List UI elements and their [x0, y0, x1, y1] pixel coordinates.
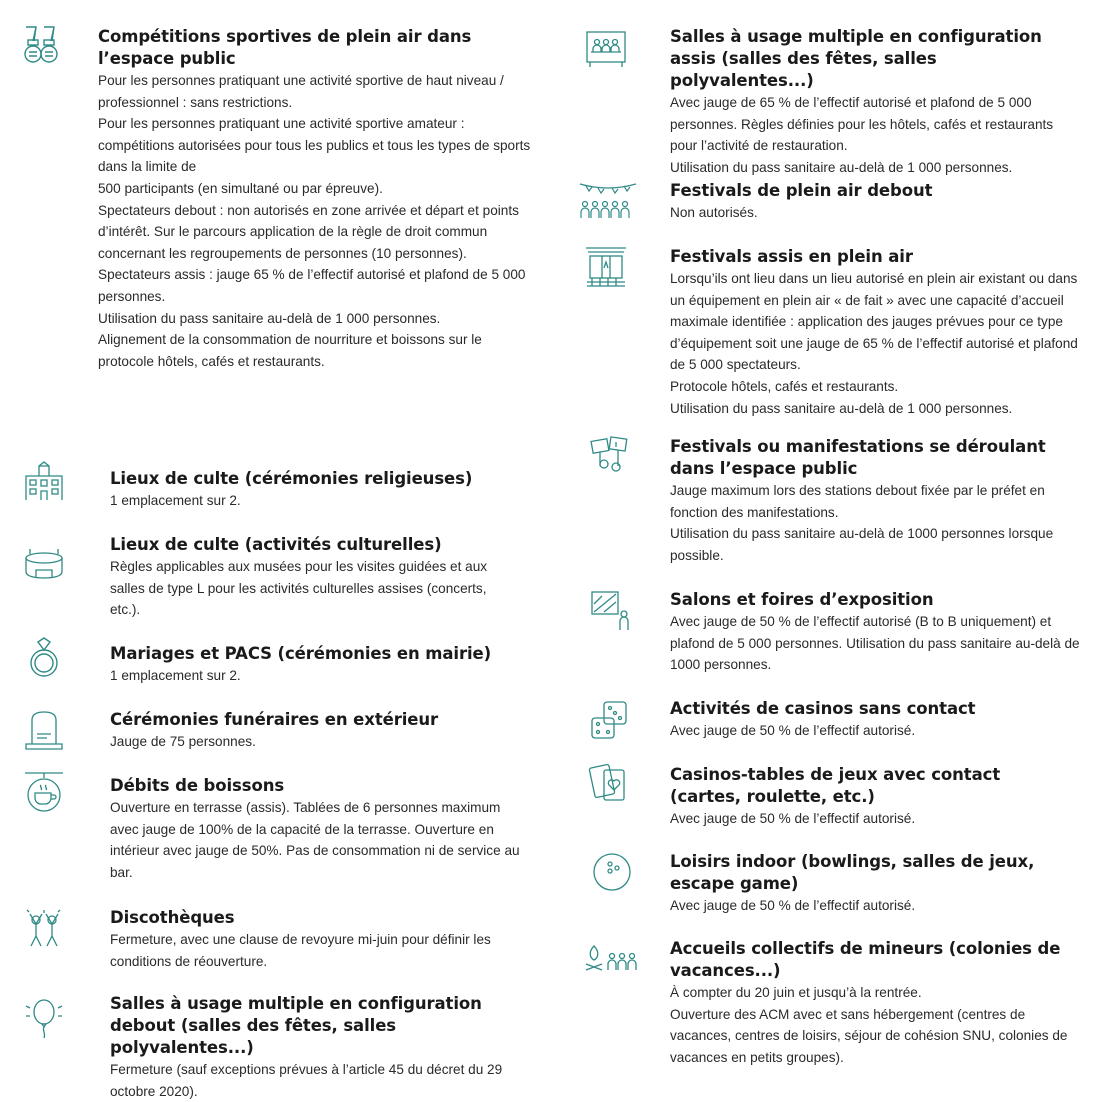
block-mariages	[110, 643, 550, 687]
section-title: Mariages et PACS (cérémonies en mairie)	[110, 644, 492, 663]
section-title: Compétitions sportives de plein air dans l’espace public	[98, 27, 472, 68]
dancers-icon	[22, 906, 66, 950]
paragraph: Alignement de la consommation de nourriture et boissons sur le protocole hôtels, cafés et restaurants.	[98, 332, 482, 369]
paragraph: Lorsqu’ils ont lieu dans un lieu autorisé en plein air existant ou dans un équipement en plein air « de fait » avec une capacité d’accueil maximale identifiée : application des jauges prévues pour ce type d’équipement soit une jauge de 65 % de l’effectif autorisé et plafond de 5 000 spectateurs.	[670, 271, 1078, 373]
coffee-sign-icon	[22, 770, 66, 814]
paragraph: Avec jauge de 50 % de l’effectif autorisé.	[670, 898, 916, 913]
paragraph: Utilisation du pass sanitaire au-delà de 1 000 personnes.	[98, 310, 441, 326]
medals-icon	[22, 24, 66, 68]
campfire-kids-icon	[582, 940, 642, 984]
paragraph: Règles applicables aux musées pour les visites guidées et aux salles de type L pour les activités culturelles assises (concerts, etc.).	[110, 559, 488, 618]
section-title: Activités de casinos sans contact	[670, 699, 976, 718]
paragraph: Utilisation du pass sanitaire au-delà de 1000 personnes lorsque possible.	[670, 526, 1054, 563]
block-loisirs-indoor	[670, 851, 1070, 917]
block-discotheques	[110, 907, 550, 972]
block-accueils-mineurs	[670, 938, 1070, 1068]
section-title: Discothèques	[110, 908, 235, 927]
paragraph: Non autorisés.	[670, 205, 758, 220]
dice-icon	[588, 698, 632, 742]
block-culte-culturel	[110, 534, 510, 621]
block-culte-religieux	[110, 468, 550, 512]
section-title: Casinos-tables de jeux avec contact (cartes, roulette, etc.)	[670, 765, 1001, 806]
paragraph: 1 emplacement sur 2.	[110, 493, 241, 508]
paragraph: Spectateurs assis : jauge 65 % de l’effectif autorisé et plafond de 5 000 personnes.	[98, 267, 526, 304]
playing-cards-icon	[588, 762, 632, 806]
paragraph: Jauge maximum lors des stations debout fixée par le préfet en fonction des manifestations.	[670, 483, 1045, 520]
paragraph: Avec jauge de 50 % de l’effectif autorisé.	[670, 811, 916, 826]
block-salles-debout	[110, 993, 540, 1102]
block-casinos-sans-contact	[670, 698, 1070, 742]
outdoor-stage-icon	[584, 244, 628, 288]
paragraph: Utilisation du pass sanitaire au-delà de 1 000 personnes.	[670, 400, 1013, 416]
church-building-icon	[22, 460, 66, 504]
section-title: Lieux de culte (cérémonies religieuses)	[110, 469, 473, 488]
paragraph: 500 participants (en simultané ou par épreuve).	[98, 180, 383, 196]
section-title: Salles à usage multiple en configuration assis (salles des fêtes, salles polyvalentes...)	[670, 27, 1042, 90]
block-festivals-assis	[670, 246, 1080, 419]
paragraph: Jauge de 75 personnes.	[110, 734, 256, 749]
section-title: Accueils collectifs de mineurs (colonies de vacances...)	[670, 939, 1061, 980]
block-debits	[110, 775, 530, 883]
paragraph: Protocole hôtels, cafés et restaurants.	[670, 378, 899, 394]
paragraph: 1 emplacement sur 2.	[110, 668, 241, 683]
block-manifestations	[670, 436, 1080, 566]
paragraph: Avec jauge de 50 % de l’effectif autorisé (B to B uniquement) et plafond de 5 000 personnes. Utilisation du pass sanitaire au-delà de 1000 personnes.	[670, 614, 1080, 673]
paragraph: Fermeture, avec une clause de revoyure mi-juin pour définir les conditions de réouverture.	[110, 932, 491, 969]
block-festivals-debout	[670, 180, 1070, 224]
protest-signs-icon	[588, 434, 632, 478]
paragraph: Avec jauge de 50 % de l’effectif autorisé.	[670, 723, 916, 738]
tombstone-icon	[22, 708, 66, 752]
section-title: Loisirs indoor (bowlings, salles de jeux, escape game)	[670, 852, 1035, 893]
block-funeraires	[110, 709, 550, 753]
paragraph: Pour les personnes pratiquant une activité sportive de haut niveau / professionnel : sans restrictions.	[98, 73, 504, 110]
block-competitions	[98, 26, 538, 372]
bunting-crowd-icon	[578, 180, 638, 224]
paragraph: Fermeture (sauf exceptions prévues à l’article 45 du décret du 29 octobre 2020).	[110, 1062, 503, 1099]
section-title: Débits de boissons	[110, 776, 285, 795]
paragraph: Ouverture des ACM avec et sans hébergement (centres de vacances, centres de loisirs, séjour de cohésion SNU, colonies de vacances en petits groupes).	[670, 1006, 1068, 1065]
section-title: Lieux de culte (activités culturelles)	[110, 535, 442, 554]
block-salles-assis	[670, 26, 1070, 178]
section-title: Salons et foires d’exposition	[670, 590, 934, 609]
paragraph: Avec jauge de 65 % de l’effectif autorisé et plafond de 5 000 personnes. Règles définies pour les hôtels, cafés et restaurants pour l’activité de restauration.	[670, 95, 1054, 154]
exhibition-icon	[588, 588, 632, 632]
paragraph: Pour les personnes pratiquant une activité sportive amateur : compétitions autorisées pour tous les publics et tous les types de sports dans la limite de	[98, 116, 531, 175]
section-title: Festivals de plein air debout	[670, 181, 933, 200]
bowling-ball-icon	[590, 850, 634, 894]
paragraph: À compter du 20 juin et jusqu’à la rentrée.	[670, 985, 922, 1000]
section-title: Cérémonies funéraires en extérieur	[110, 710, 439, 729]
section-title: Festivals assis en plein air	[670, 247, 913, 266]
paragraph: Ouverture en terrasse (assis). Tablées de 6 personnes maximum avec jauge de 100% de la capacité de la terrasse. Ouverture en intérieur avec jauge de 50%. Pas de consommation ni de service au bar.	[110, 800, 520, 880]
stadium-icon	[22, 544, 66, 588]
paragraph: Utilisation du pass sanitaire au-delà de 1 000 personnes.	[670, 159, 1013, 175]
section-title: Salles à usage multiple en configuration debout (salles des fêtes, salles polyvalentes...)	[110, 994, 482, 1057]
section-title: Festivals ou manifestations se déroulant dans l’espace public	[670, 437, 1046, 478]
balloon-icon	[22, 996, 66, 1040]
block-casinos-contact	[670, 764, 1070, 830]
ring-icon	[22, 636, 66, 680]
paragraph: Spectateurs debout : non autorisés en zone arrivée et départ et points d’intérêt. Sur le parcours application de la règle de droit commun concernant les regroupements de personnes (10 personnes).	[98, 202, 519, 261]
block-salons	[670, 589, 1090, 676]
audience-hall-icon	[584, 26, 628, 70]
